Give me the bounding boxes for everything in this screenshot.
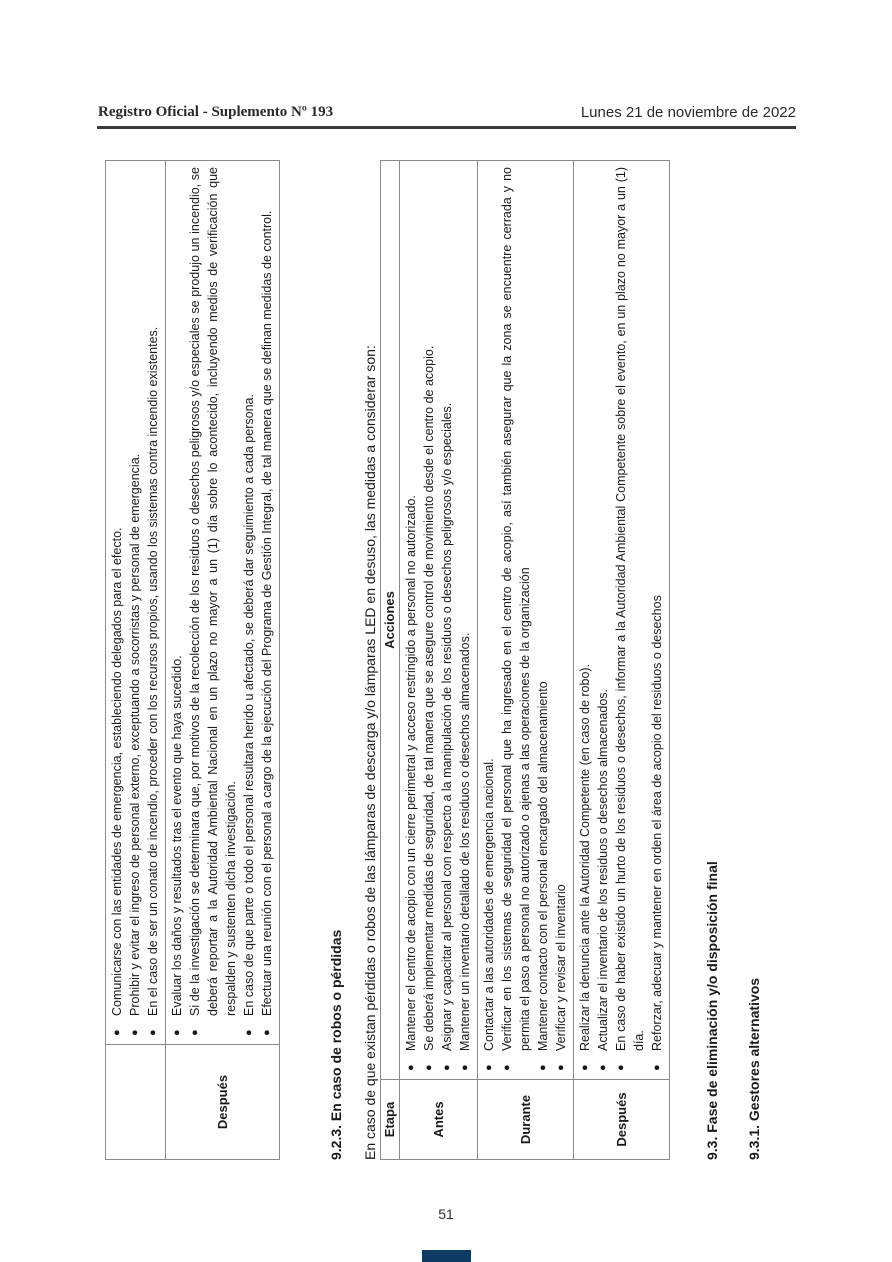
list-item: ● Se deberá implementar medidas de seguridad, de tal manera que se asegure control de movimiento desde el centro de acopio.: [420, 167, 438, 1073]
header-acciones: Acciones: [381, 161, 400, 1080]
section-heading-9-2-3: 9.2.3. En caso de robos o pérdidas: [328, 929, 344, 1160]
actions-cell: [400, 161, 478, 1080]
page-number: 51: [438, 1206, 454, 1222]
list-item: ● Verificar en los sistemas de seguridad el personal que ha ingresado en el centro de acopio, así también asegurar que la zona se encuentre cerrada y no permita el paso a personal no autorizado o ajenas a las operaciones de la organización: [498, 167, 534, 1073]
list-item: ● Contactar a las autoridades de emergencia nacional.: [480, 167, 498, 1073]
list-item: ● Verificar y revisar el inventario: [552, 167, 570, 1073]
list-item: ● Realizar la denuncia ante la Autoridad Competente (en caso de robo).: [576, 167, 594, 1073]
header-publication: Registro Oficial - Suplemento Nº 193: [98, 104, 334, 120]
list-item: ● Reforzar, adecuar y mantener en orden el área de acopio del residuos o desechos: [648, 167, 666, 1073]
table-row: [166, 161, 280, 1160]
header-rule: [97, 126, 796, 129]
list-item: ● Mantener contacto con el personal encargado del almacenamiento: [534, 167, 552, 1073]
header-etapa: Etapa: [381, 1080, 400, 1160]
stage-cell: Durante: [478, 1080, 574, 1160]
section-heading-9-3: 9.3. Fase de eliminación y/o disposición final: [704, 861, 720, 1160]
list-item: ● Actualizar el inventario de los residuos o desechos almacenados.: [594, 167, 612, 1073]
list-item: ● Si de la investigación se determinara que, por motivos de la recolección de los residuos o desechos peligrosos y/o especiales se produjo un incendio, se deberá reportar a la Autoridad Ambiental Nacional en un plazo no mayor a un (1) día sobre lo acontecido, incluyendo medios de verificación que respalden y sustenten dicha investigación.: [186, 167, 240, 1038]
list-item: ● Mantener un inventario detallado de los residuos o desechos almacenados.: [456, 167, 474, 1073]
table-row: [574, 161, 670, 1160]
section-heading-9-3-1: 9.3.1. Gestores alternativos: [746, 977, 762, 1160]
list-item: ● En caso de haber existido un hurto de los residuos o desechos, informar a la Autoridad Ambiental Competente sobre el evento, en un plazo no mayor a un (1) día.: [612, 167, 648, 1073]
table-header-row: [381, 161, 400, 1160]
stage-cell: Después: [574, 1080, 670, 1160]
list-item: ● Efectuar una reunión con el personal a cargo de la ejecución del Programa de Gestión Integral, de tal manera que se definan medidas de control.: [258, 167, 276, 1038]
header-date: Lunes 21 de noviembre de 2022: [580, 104, 796, 121]
table-row: [478, 161, 574, 1160]
table-row: [106, 161, 166, 1160]
list-item: ● Mantener el centro de acopio con un cierre perimetral y acceso restringido a personal no autorizado.: [402, 167, 420, 1073]
actions-cell: [166, 161, 280, 1045]
list-item: ● En el caso de ser un conato de incendio, proceder con los recursos propios, usando los sistemas contra incendio existentes.: [144, 167, 162, 1038]
stage-cell: [106, 1045, 166, 1160]
actions-cell: [106, 161, 166, 1045]
stage-cell: Antes: [400, 1080, 478, 1160]
stage-cell: Después: [166, 1045, 280, 1160]
table-row: [400, 161, 478, 1160]
actions-cell: [478, 161, 574, 1080]
list-item: ● Evaluar los daños y resultados tras el evento que haya sucedido.: [168, 167, 186, 1038]
actions-cell: [574, 161, 670, 1080]
list-item: ● En caso de que parte o todo el personal resultara herido u afectado, se deberá dar seguimiento a cada persona.: [240, 167, 258, 1038]
footer-bar: [422, 1250, 471, 1262]
list-item: ● Comunicarse con las entidades de emergencia, estableciendo delegados para el efecto.: [108, 167, 126, 1038]
list-item: ● Asignar y capacitar al personal con respecto a la manipulación de los residuos o desechos peligrosos y/o especiales.: [438, 167, 456, 1073]
list-item: ● Prohibir y evitar el ingreso de personal externo, exceptuando a socorristas y personal de emergencia.: [126, 167, 144, 1038]
rotated-content: [105, 150, 762, 1160]
section-intro: En caso de que existan pérdidas o robos de las lámparas de descarga y/o lámparas LED en desuso, las medidas a considerar son:: [362, 345, 378, 1160]
robberies-table: [380, 160, 670, 1160]
previous-table: [105, 160, 280, 1160]
